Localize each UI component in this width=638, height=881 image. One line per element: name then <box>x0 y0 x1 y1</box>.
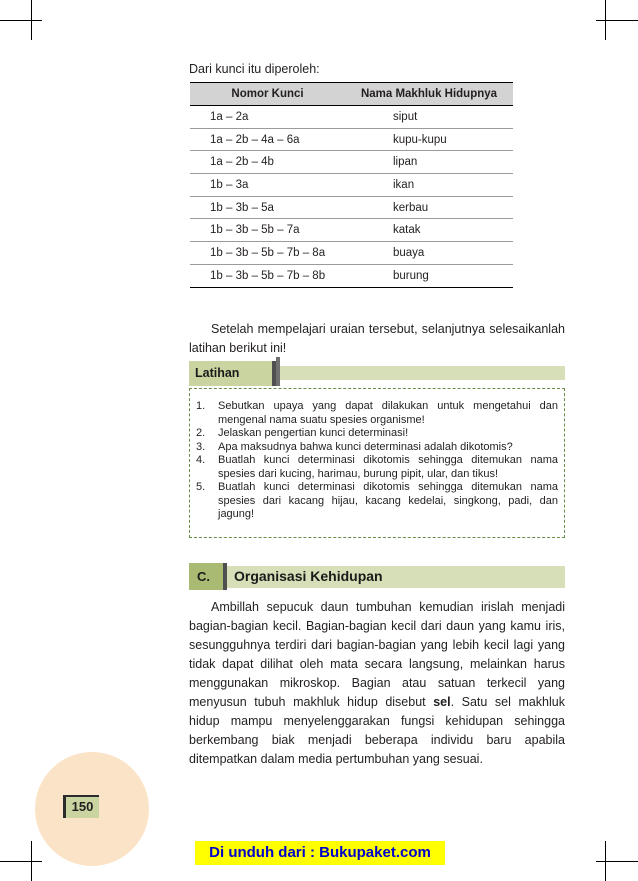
list-item <box>196 481 558 522</box>
list-item <box>196 427 558 441</box>
item-number: 4. <box>196 454 206 466</box>
list-item <box>196 400 558 427</box>
section-letter: C. <box>189 563 227 590</box>
item-number: 5. <box>196 481 206 493</box>
section-title: Organisasi Kehidupan <box>234 568 383 584</box>
instruction-text: Setelah mempelajari uraian tersebut, selanjutnya selesaikanlah latihan berikut ini! <box>189 322 565 355</box>
column-header: Nama Makhluk Hidupnya <box>345 83 513 106</box>
organism-name: kupu-kupu <box>345 128 513 151</box>
intro-text: Dari kunci itu diperoleh: <box>189 62 320 76</box>
latihan-list <box>196 400 558 522</box>
item-number: 1. <box>196 400 206 412</box>
download-footer: Di unduh dari : Bukupaket.com <box>195 841 445 865</box>
key-number: 1b – 3a <box>190 174 345 197</box>
crop-mark <box>596 861 638 862</box>
table-header-row <box>190 83 513 106</box>
para-bold-term: sel <box>433 695 451 709</box>
column-header: Nomor Kunci <box>190 83 345 106</box>
section-paragraph <box>189 598 565 769</box>
organism-name: kerbau <box>345 196 513 219</box>
item-number: 3. <box>196 440 206 453</box>
instruction-paragraph <box>189 320 565 358</box>
key-number: 1b – 3b – 5b – 7b – 8b <box>190 264 345 287</box>
key-number: 1a – 2a <box>190 106 345 129</box>
organism-name: ikan <box>345 174 513 197</box>
table-row <box>190 264 513 287</box>
organism-name: buaya <box>345 242 513 265</box>
determination-table <box>190 82 513 288</box>
para-text-before: Ambillah sepucuk daun tumbuhan kemudian irislah menjadi bagian-bagian kecil. Bagian-bagian kecil dari daun yang kamu iris, sesungguhnya terdiri dari bagian-bagian yang lebih kecil lagi yang tidak dapat dilihat oleh mata secara langsung, melainkan harus menggunakan mikroskop. Bagian atau satuan terkecil yang menyusun tubuh makhluk hidup disebut <box>189 600 565 709</box>
page-number: 150 <box>63 795 99 818</box>
organism-name: burung <box>345 264 513 287</box>
table-row <box>190 219 513 242</box>
crop-mark <box>596 20 638 21</box>
key-number: 1a – 2b – 4a – 6a <box>190 128 345 151</box>
item-text: Sebutkan upaya yang dapat dilakukan untuk mengetahui dan mengenal nama suatu spesies organisme! <box>218 400 558 426</box>
item-text: Buatlah kunci determinasi dikotomis sehingga ditemukan nama spesies dari kucing, harimau, burung pipit, ular, dan tikus! <box>218 454 558 480</box>
organism-name: lipan <box>345 151 513 174</box>
list-item <box>196 454 558 481</box>
table-row <box>190 174 513 197</box>
table-row <box>190 242 513 265</box>
table-row <box>190 196 513 219</box>
organism-name: katak <box>345 219 513 242</box>
item-text: Apa maksudnya bahwa kunci determinasi adalah dikotomis? <box>218 440 513 453</box>
key-number: 1a – 2b – 4b <box>190 151 345 174</box>
organism-name: siput <box>345 106 513 129</box>
table-row <box>190 151 513 174</box>
list-item <box>196 441 558 455</box>
crop-mark <box>0 20 42 21</box>
table-row <box>190 106 513 129</box>
item-text: Buatlah kunci determinasi dikotomis sehingga ditemukan nama spesies dari kacang hijau, kacang kedelai, singkong, padi, dan jagung! <box>218 481 558 520</box>
crop-mark <box>0 861 42 862</box>
table-row <box>190 128 513 151</box>
latihan-header-band <box>260 366 565 380</box>
para-text-after: . Satu sel makhluk hidup mampu menyelenggarakan fungsi kehidupan sehingga berkembang biak menjadi beberapa individu baru apabila ditempatkan dalam media pertumbuhan yang sesuai. <box>189 695 565 766</box>
item-text: Jelaskan pengertian kunci determinasi! <box>218 427 409 439</box>
item-number: 2. <box>196 427 206 439</box>
latihan-title: Latihan <box>189 361 276 386</box>
key-number: 1b – 3b – 5a <box>190 196 345 219</box>
key-number: 1b – 3b – 5b – 7b – 8a <box>190 242 345 265</box>
key-number: 1b – 3b – 5b – 7a <box>190 219 345 242</box>
